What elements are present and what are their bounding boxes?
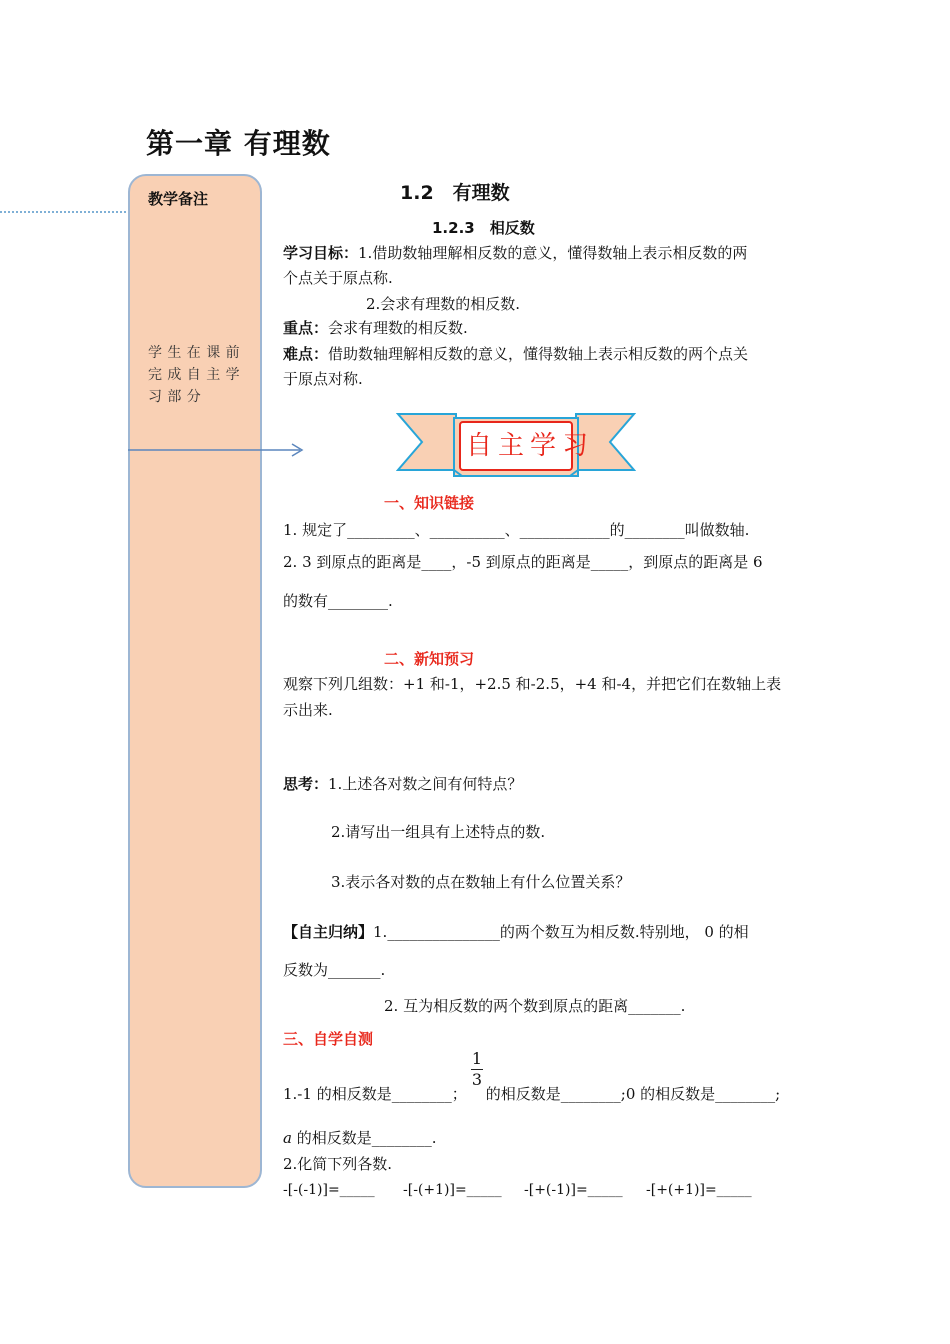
part1-q2-line2: 的数有________. [283,592,393,610]
part1-title: 一、知识链接 [384,494,475,512]
arrow-icon [128,440,308,460]
objectives-label: 学习目标： [283,244,359,262]
summary-1-line1: 【自主归纳】1._______________的两个数互为相反数.特别地， 0 的相 [283,923,749,941]
part2-line2: 示出来. [283,701,333,719]
objectives-line2: 个点关于原点称. [283,269,393,287]
dotted-divider [0,211,126,213]
difficulty-line1: 难点：借助数轴理解相反数的意义，懂得数轴上表示相反数的两个点关 [283,345,749,363]
objectives-item2: 2.会求有理数的相反数. [366,295,521,313]
expr-1: -[-(-1)]=_____ [283,1182,375,1198]
think-1: 思考：1.上述各对数之间有何特点？ [283,775,523,793]
subsection-title: 1.2.3 相反数 [432,219,535,237]
fraction-one-third: 1 3 [471,1049,483,1089]
self-study-banner [396,410,636,482]
summary-2: 2. 互为相反数的两个数到原点的距离_______. [384,997,686,1015]
summary-1-line2: 反数为_______. [283,961,386,979]
notes-sidebar [128,174,262,1188]
expr-3: -[+(-1)]=_____ [524,1182,623,1198]
part3-q1-line2: a 的相反数是________. [283,1129,437,1147]
key-point: 重点：会求有理数的相反数. [283,319,468,337]
banner-text: 自主学习 [466,431,595,461]
part2-line1: 观察下列几组数：+1 和-1，+2.5 和-2.5，+4 和-4，并把它们在数轴上表 [283,675,782,693]
part3-q1-line1: 1.-1 的相反数是________； 的相反数是________;0 的相反数是________; [283,1085,781,1103]
think-2: 2.请写出一组具有上述特点的数. [331,823,546,841]
part3-q2: 2.化简下列各数. [283,1155,393,1173]
expr-4: -[+(+1)]=_____ [646,1182,752,1198]
part2-title: 二、新知预习 [384,650,475,668]
difficulty-line2: 于原点对称. [283,370,363,388]
part1-q1: 1. 规定了_________、__________、____________的________叫做数轴. [283,521,750,539]
objectives-line1: 学习目标：1.借助数轴理解相反数的意义，懂得数轴上表示相反数的两 [283,244,748,262]
expr-2: -[-(+1)]=_____ [403,1182,502,1198]
think-3: 3.表示各对数的点在数轴上有什么位置关系？ [331,873,631,891]
sidebar-note: 学生在课前完成自主学习部分 [148,345,245,405]
part3-title: 三、自学自测 [283,1030,374,1048]
sidebar-title: 教学备注 [148,190,209,208]
chapter-title: 第一章 有理数 [146,127,331,160]
section-title: 1.2 有理数 [400,182,510,204]
part1-q2-line1: 2. 3 到原点的距离是____，-5 到原点的距离是_____，到原点的距离是 6 [283,553,763,571]
